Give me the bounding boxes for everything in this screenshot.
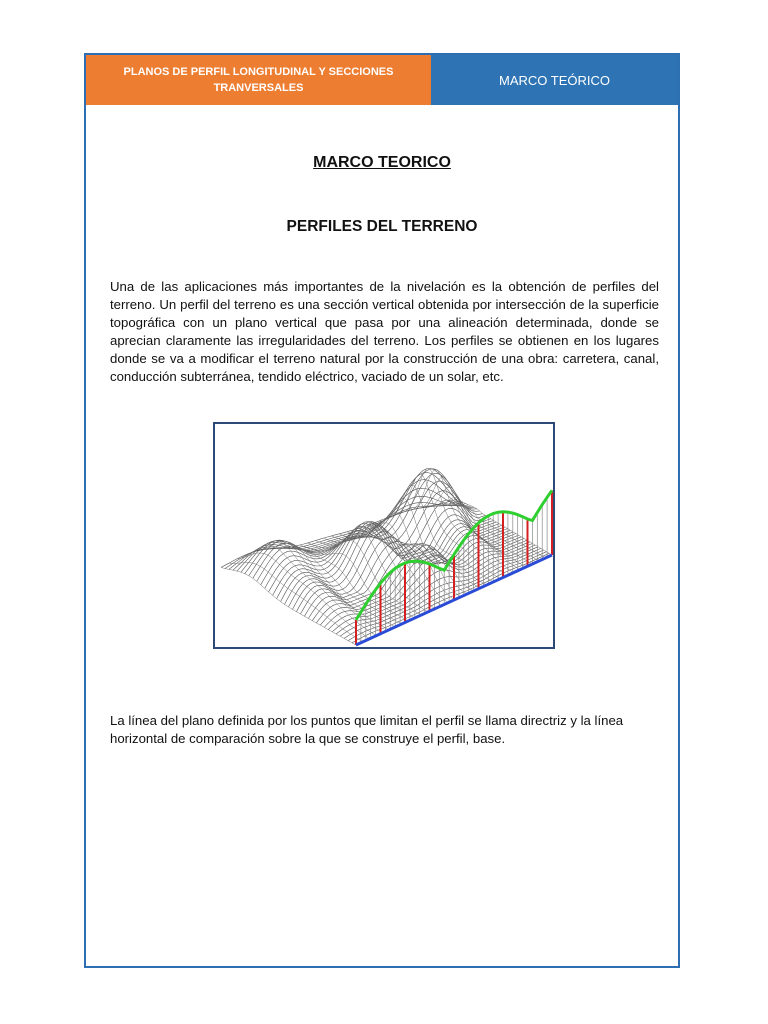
header-section-title: MARCO TEÓRICO: [431, 55, 678, 105]
mesh-line: [229, 563, 363, 642]
mesh-line: [308, 535, 518, 618]
header-document-title: PLANOS DE PERFIL LONGITUDINAL Y SECCIONES TRANVERSALES: [86, 55, 431, 105]
mesh-line: [281, 515, 500, 602]
intro-paragraph: Una de las aplicaciones más importantes de la nivelación es la obtención de perfiles del terreno. Un perfil del terreno es una sección vertical obtenida por intersección de la superficie topográfica con un plano vertical que pasa por una alineación determinada, donde se aprecian claramente las irregularidades del terreno. Los perfiles se obtienen en los lugares donde se va a modificar el terreno natural por la construcción de una obra: carretera, canal, conducción subterránea, tendido eléctrico, vaciado de un solar, etc.: [110, 279, 659, 384]
page-title: MARCO TEORICO: [313, 154, 451, 171]
mesh-line: [268, 543, 395, 627]
terrain-profile-figure: [213, 422, 555, 649]
mesh-line: [324, 542, 530, 628]
mesh-line: [352, 553, 549, 643]
header-bar: [86, 55, 678, 105]
terrain-profile-illustration-icon: [215, 424, 553, 647]
section-heading: PERFILES DEL TERRENO: [286, 218, 478, 235]
mesh-line: [324, 523, 441, 606]
mesh-line: [312, 537, 521, 621]
directriz-paragraph: La línea del plano definida por los puntos que limitan el perfil se llama directriz y la línea horizontal de comparación sobre la que se construye el perfil, base.: [110, 713, 624, 746]
mesh-line: [221, 567, 356, 645]
